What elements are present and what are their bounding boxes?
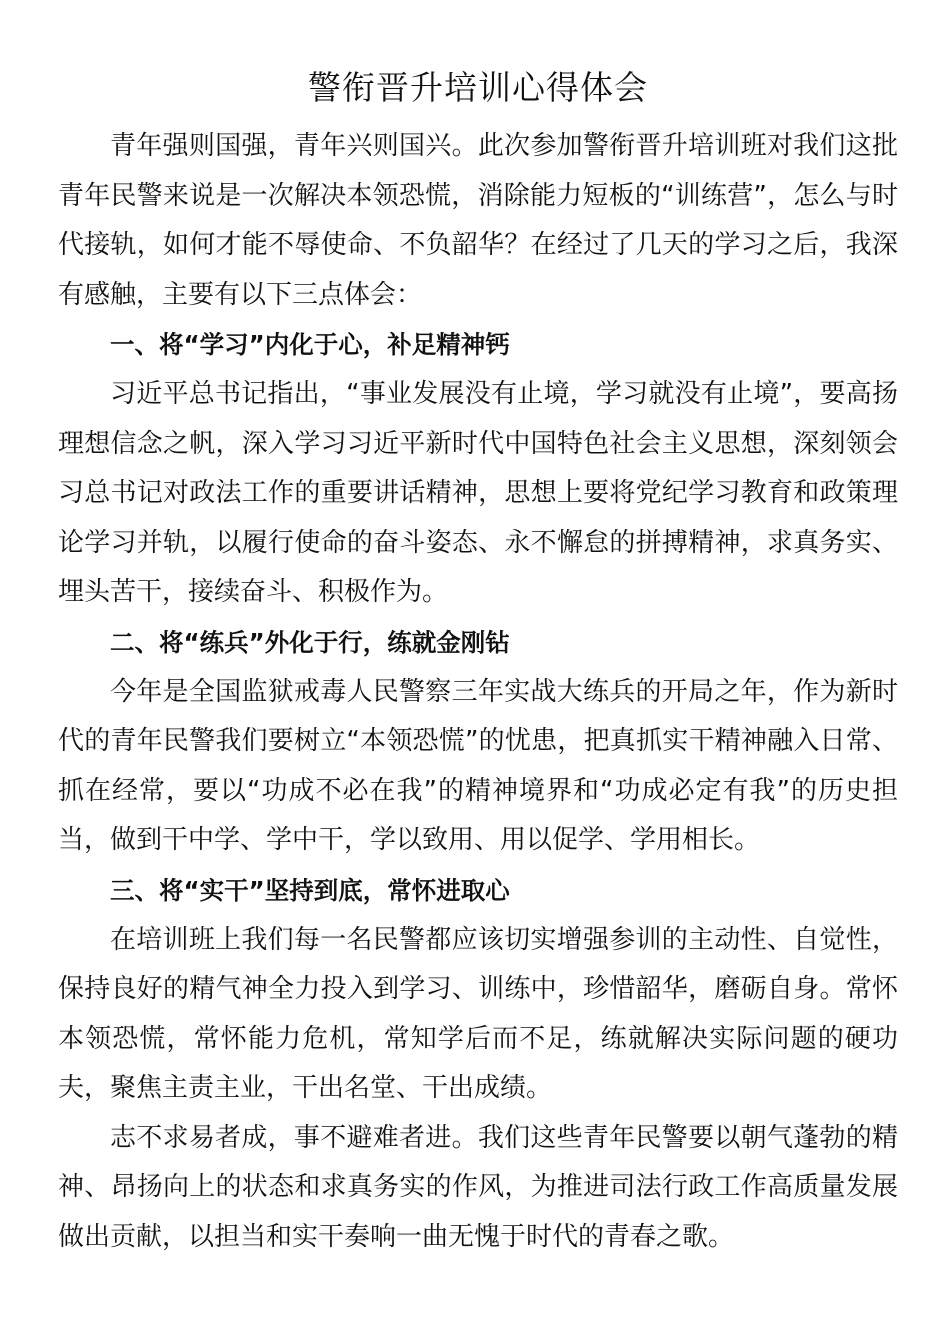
intro-paragraph: 青年强则国强，青年兴则国兴。此次参加警衔晋升培训班对我们这批青年民警来说是一次解决本领恐慌，消除能力短板的“训练营”，怎么与时代接轨，如何才能不辱使命、不负韶华？在经过了几天的学习之后，我深有感触，主要有以下三点体会： (58, 131, 898, 310)
document-title: 警衔晋升培训心得体会 (308, 68, 648, 107)
section-body: 今年是全国监狱戒毒人民警察三年实战大练兵的开局之年，作为新时代的青年民警我们要树立“本领恐慌”的忧患，把真抓实干精神融入日常、抓在经常，要以“功成不必在我”的精神境界和“功成必定有我”的历史担当，做到干中学、学中干，学以致用、用以促学、学用相长。 (58, 676, 898, 856)
section-heading: 三、将“实干”坚持到底，常怀进取心 (110, 875, 510, 905)
document-page (58, 60, 898, 1263)
section-heading: 一、将“学习”内化于心，补足精神钙 (110, 330, 510, 360)
section-3 (58, 866, 898, 1114)
section-heading: 二、将“练兵”外化于行，练就金刚钻 (110, 627, 510, 657)
conclusion-paragraph: 志不求易者成，事不避难者进。我们这些青年民警要以朝气蓬勃的精神、昂扬向上的状态和求真务实的作风，为推进司法行政工作高质量发展做出贡献，以担当和实干奏响一曲无愧于时代的青春之歌。 (58, 1122, 898, 1253)
section-body: 在培训班上我们每一名民警都应该切实增强参训的主动性、自觉性，保持良好的精气神全力投入到学习、训练中，珍惜韶华，磨砺自身。常怀本领恐慌，常怀能力危机，常知学后而不足，练就解决实际问题的硬功夫，聚焦主责主业，干出名堂、干出成绩。 (58, 924, 898, 1104)
section-1 (58, 320, 898, 618)
section-2 (58, 618, 898, 866)
section-body: 习近平总书记指出，“事业发展没有止境，学习就没有止境”，要高扬理想信念之帆，深入学习习近平新时代中国特色社会主义思想，深刻领会习总书记对政法工作的重要讲话精神，思想上要将党纪学习教育和政策理论学习并轨，以履行使命的奋斗姿态、永不懈怠的拼搏精神，求真务实、埋头苦干，接续奋斗、积极作为。 (58, 378, 898, 608)
